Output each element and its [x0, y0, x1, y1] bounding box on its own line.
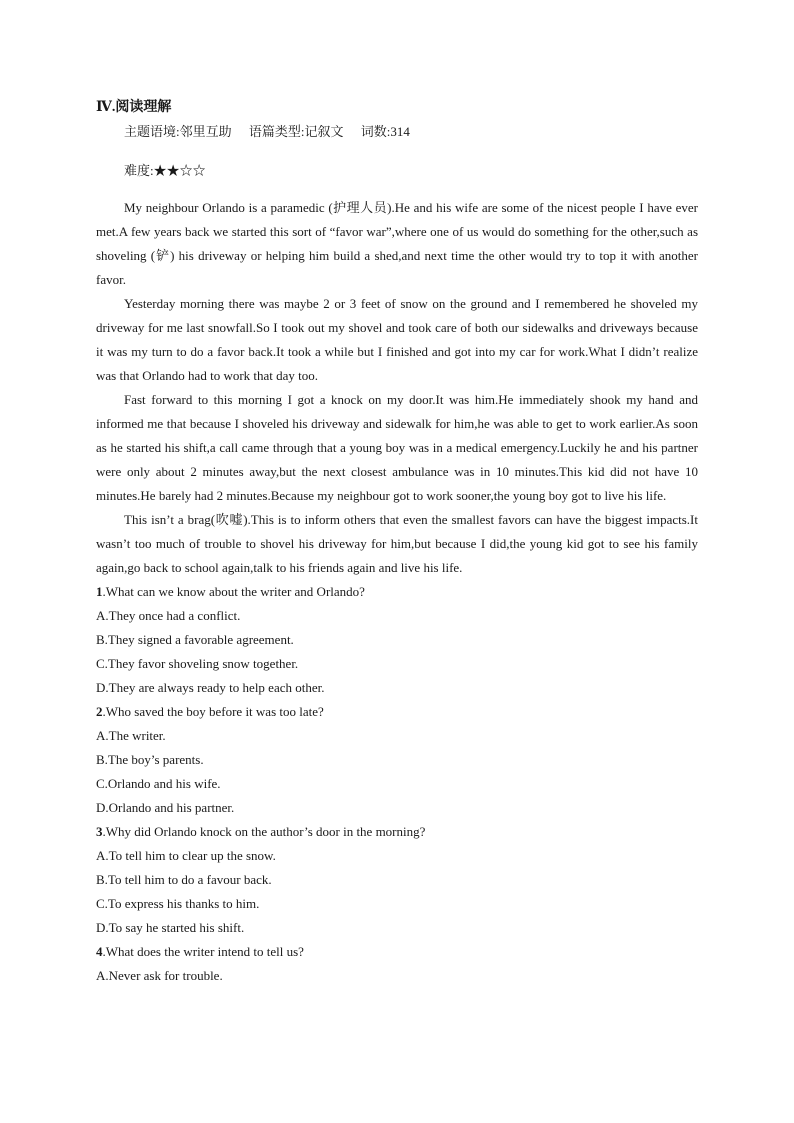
difficulty-label: 难度:★★☆☆ [124, 163, 206, 178]
passage-paragraph: This isn’t a brag(吹嘘).This is to inform others that even the smallest favors can have the biggest impacts.It wasn’t too much of trouble to shovel his driveway for him,but because I did,the young kid got to see his family again,go back to school again,talk to his friends again and live his life. [96, 512, 698, 575]
answer-option: B.The boy’s parents. [96, 752, 204, 767]
answer-option: D.They are always ready to help each other. [96, 680, 325, 695]
answer-option: C.To express his thanks to him. [96, 896, 260, 911]
answer-option: A.To tell him to clear up the snow. [96, 848, 276, 863]
reading-passage [96, 196, 698, 580]
answer-option: C.They favor shoveling snow together. [96, 656, 299, 671]
answer-option: C.Orlando and his wife. [96, 776, 221, 791]
answer-option: A.They once had a conflict. [96, 608, 241, 623]
answer-option: D.Orlando and his partner. [96, 800, 235, 815]
document-page [96, 98, 698, 988]
question-text: .What can we know about the writer and Orlando? [102, 584, 365, 599]
question-stem [96, 940, 698, 964]
question-number: 1 [96, 584, 103, 599]
question-text: .Why did Orlando knock on the author’s door in the morning? [102, 824, 426, 839]
passage-meta [124, 122, 698, 142]
question-stem [96, 820, 698, 844]
question-number: 3 [96, 824, 103, 839]
word-count-label: 词数:314 [360, 124, 410, 139]
topic-label: 主题语境:邻里互助 [124, 124, 232, 139]
answer-option: A.The writer. [96, 728, 166, 743]
question-text: .Who saved the boy before it was too late? [102, 704, 324, 719]
answer-option: B.To tell him to do a favour back. [96, 872, 272, 887]
answer-option: D.To say he started his shift. [96, 920, 245, 935]
question-list [96, 580, 698, 988]
answer-option: A.Never ask for trouble. [96, 968, 223, 983]
question-number: 2 [96, 704, 103, 719]
question-stem [96, 700, 698, 724]
passage-paragraph: My neighbour Orlando is a paramedic (护理人员).He and his wife are some of the nicest people I have ever met.A few years back we started this sort of “favor war”,where one of us would do something for the other,such as shoveling (铲) his driveway or helping him build a shed,and next time the other would try to top it with another favor. [96, 200, 698, 287]
genre-label: 语篇类型:记叙文 [248, 124, 344, 139]
question-text: .What does the writer intend to tell us? [102, 944, 304, 959]
question-number: 4 [96, 944, 103, 959]
passage-paragraph: Yesterday morning there was maybe 2 or 3 feet of snow on the ground and I remembered he shoveled my driveway for me last snowfall.So I took out my shovel and took care of both our sidewalks and driveways because it was my turn to do a favor back.It took a while but I finished and got into my car for work.What I didn’t realize was that Orlando had to work that day too. [96, 296, 698, 383]
question-stem [96, 580, 698, 604]
answer-option: B.They signed a favorable agreement. [96, 632, 294, 647]
section-title: Ⅳ.阅读理解 [96, 100, 172, 115]
passage-paragraph: Fast forward to this morning I got a knock on my door.It was him.He immediately shook my hand and informed me that because I shoveled his driveway and sidewalk for him,he was able to get to work earlier.As soon as he started his shift,a call came through that a young boy was in a medical emergency.Luckily he and his partner were only about 2 minutes away,but the next closest ambulance was in 10 minutes.This kid did not have 10 minutes.He barely had 2 minutes.Because my neighbour got to work sooner,the young boy got to live his life. [96, 392, 698, 503]
